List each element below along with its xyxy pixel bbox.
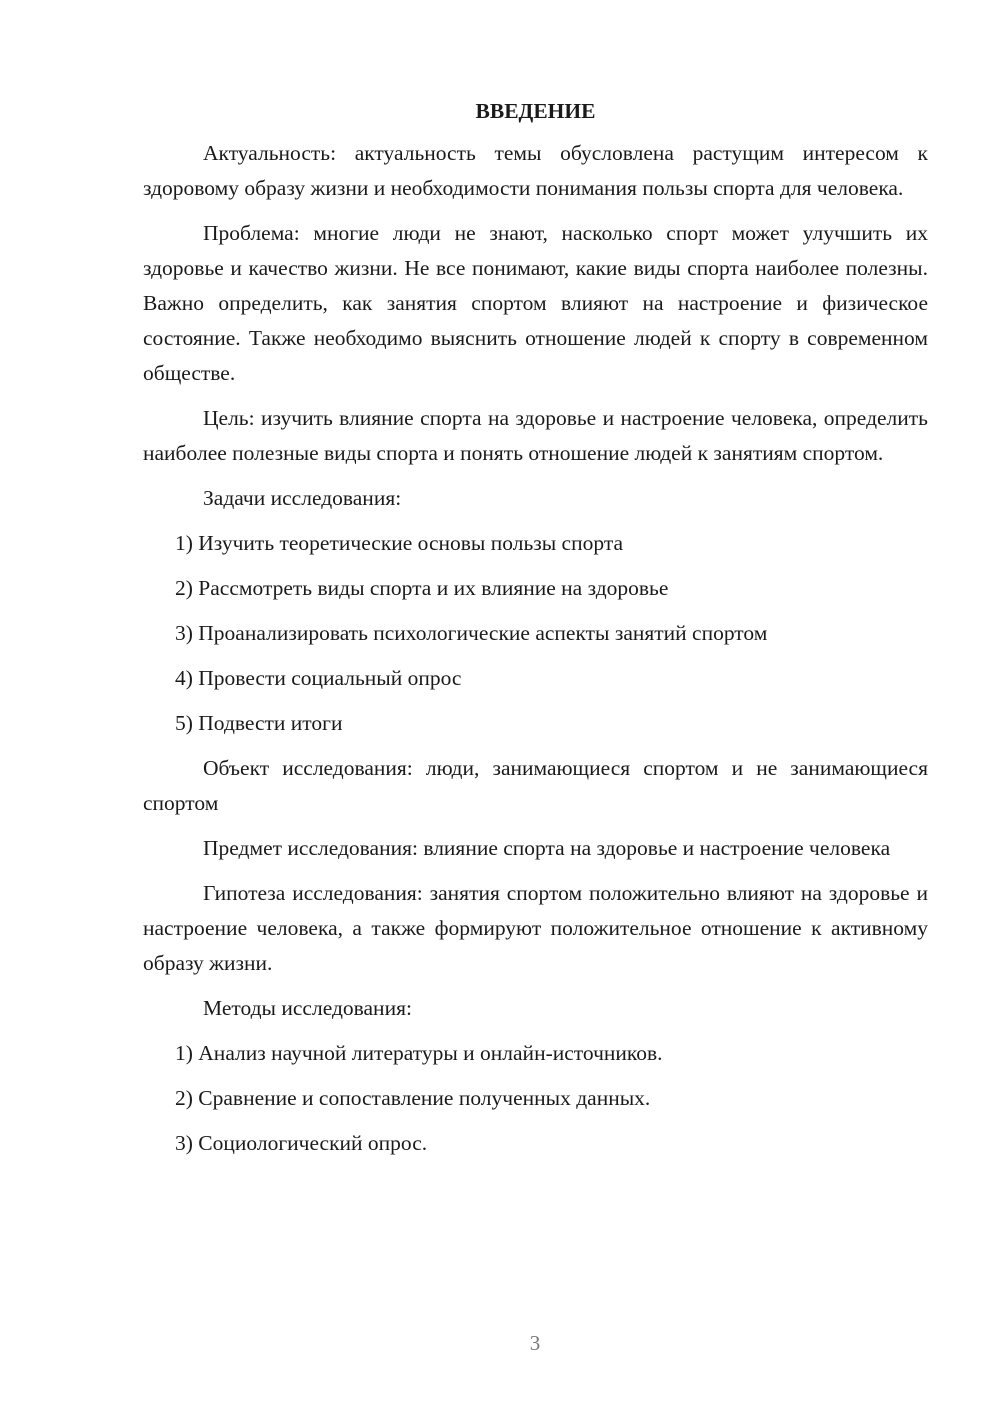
subject-paragraph: Предмет исследования: влияние спорта на здоровье и настроение человека	[203, 836, 891, 860]
relevance-paragraph: Актуальность: актуальность темы обусловлена растущим интересом к здоровому образу жизни и необходимости понимания пользы спорта для человека.	[143, 141, 928, 200]
problem-paragraph: Проблема: многие люди не знают, насколько спорт может улучшить их здоровье и качество жизни. Не все понимают, какие виды спорта наиболее полезны. Важно определить, как занятия спортом влияют на настроение и физическое состояние. Также необходимо выяснить отношение людей к спорту в современном обществе.	[143, 221, 928, 385]
list-item: 3) Социологический опрос.	[175, 1131, 428, 1155]
methods-heading: Методы исследования:	[203, 996, 412, 1020]
list-item: 3) Проанализировать психологические аспекты занятий спортом	[175, 621, 768, 645]
list-item: 2) Сравнение и сопоставление полученных данных.	[175, 1086, 651, 1110]
list-item: 2) Рассмотреть виды спорта и их влияние на здоровье	[175, 576, 669, 600]
page-content	[143, 96, 928, 1171]
list-item: 1) Анализ научной литературы и онлайн-источников.	[175, 1041, 663, 1065]
hypothesis-paragraph: Гипотеза исследования: занятия спортом положительно влияют на здоровье и настроение человека, а также формируют положительное отношение к активному образу жизни.	[143, 881, 928, 975]
methods-list	[143, 1036, 928, 1161]
tasks-heading: Задачи исследования:	[203, 486, 402, 510]
page-number: 3	[529, 1331, 541, 1355]
object-paragraph: Объект исследования: люди, занимающиеся спортом и не занимающиеся спортом	[143, 756, 928, 815]
list-item: 4) Провести социальный опрос	[175, 666, 462, 690]
goal-paragraph: Цель: изучить влияние спорта на здоровье и настроение человека, определить наиболее полезные виды спорта и понять отношение людей к занятиям спортом.	[143, 406, 928, 465]
list-item: 1) Изучить теоретические основы пользы спорта	[175, 531, 624, 555]
section-title: ВВЕДЕНИЕ	[475, 99, 596, 123]
list-item: 5) Подвести итоги	[175, 711, 343, 735]
tasks-list	[143, 526, 928, 741]
